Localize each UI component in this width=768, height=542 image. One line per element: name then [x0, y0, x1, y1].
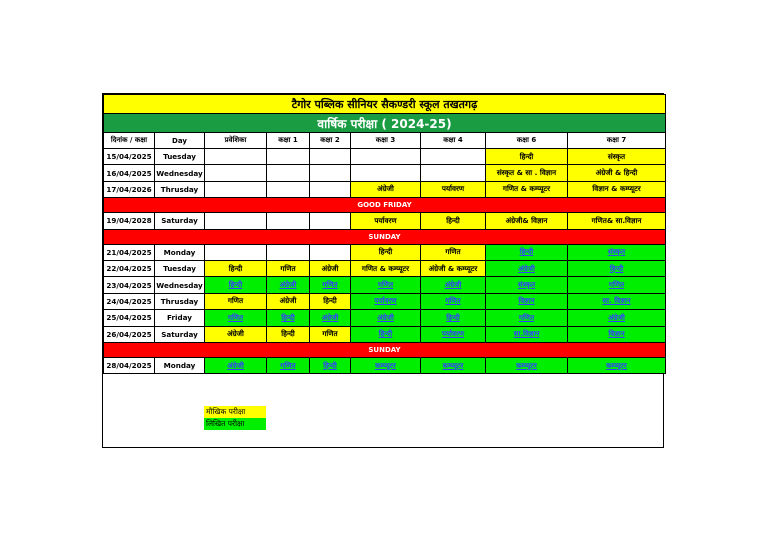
day-cell: Saturday — [155, 326, 205, 342]
subject-cell: अंग्रेजी — [267, 293, 310, 309]
subject-cell — [267, 181, 310, 197]
date-cell: 21/04/2025 — [104, 244, 155, 260]
table-row — [104, 277, 666, 293]
exam-title: वार्षिक परीक्षा ( 2024-25) — [104, 114, 666, 133]
subject-cell[interactable]: कम्प्यूटर — [486, 357, 568, 373]
subject-cell — [421, 149, 486, 165]
date-cell: 23/04/2025 — [104, 277, 155, 293]
subject-cell[interactable]: पर्यावरण — [421, 326, 486, 342]
column-header: Day — [155, 133, 205, 149]
table-row — [104, 244, 666, 260]
column-header: कक्षा 4 — [421, 133, 486, 149]
subject-cell: हिन्दी — [205, 260, 267, 276]
timetable-body — [104, 149, 666, 374]
day-cell: Monday — [155, 357, 205, 373]
subject-cell[interactable]: अंग्रेजी — [568, 310, 666, 326]
subject-cell[interactable]: गणित — [351, 277, 421, 293]
day-cell: Thrusday — [155, 293, 205, 309]
subject-cell — [351, 149, 421, 165]
subject-cell[interactable]: गणित — [421, 293, 486, 309]
subject-cell[interactable]: संस्कृत — [486, 277, 568, 293]
subject-cell — [351, 165, 421, 181]
holiday-row — [104, 229, 666, 244]
subject-cell[interactable]: गणित — [568, 277, 666, 293]
subject-cell[interactable]: हिन्दी — [205, 277, 267, 293]
subject-cell[interactable]: सा.विज्ञान — [486, 326, 568, 342]
subject-cell — [310, 165, 351, 181]
subject-cell: संस्कृत & सा . विज्ञान — [486, 165, 568, 181]
subject-cell[interactable]: विज्ञान — [568, 326, 666, 342]
subject-cell[interactable]: अंग्रेजी — [267, 277, 310, 293]
table-row — [104, 181, 666, 197]
table-row — [104, 310, 666, 326]
subject-cell: गणित — [310, 326, 351, 342]
subject-cell — [205, 244, 267, 260]
exam-timetable-sheet — [102, 93, 664, 448]
subject-cell[interactable]: पर्यावरण — [351, 293, 421, 309]
date-cell: 22/04/2025 — [104, 260, 155, 276]
subject-cell: हिन्दी — [267, 326, 310, 342]
day-cell: Tuesday — [155, 149, 205, 165]
subject-cell — [205, 213, 267, 229]
subject-cell: अंग्रेजी — [310, 260, 351, 276]
holiday-label: SUNDAY — [104, 229, 666, 244]
subject-cell: गणित — [267, 260, 310, 276]
subject-cell — [421, 165, 486, 181]
column-header: कक्षा 2 — [310, 133, 351, 149]
holiday-row — [104, 198, 666, 213]
holiday-row — [104, 342, 666, 357]
subject-cell — [267, 165, 310, 181]
holiday-label: GOOD FRIDAY — [104, 198, 666, 213]
subject-cell[interactable]: अंग्रेजी — [486, 260, 568, 276]
date-cell: 17/04/2026 — [104, 181, 155, 197]
day-cell: Friday — [155, 310, 205, 326]
subject-cell[interactable]: सा. विज्ञान — [568, 293, 666, 309]
subject-cell: पर्यावरण — [351, 213, 421, 229]
subject-cell — [267, 149, 310, 165]
column-header: दिनांक / कक्षा — [104, 133, 155, 149]
subject-cell: विज्ञान & कम्प्यूटर — [568, 181, 666, 197]
subject-cell[interactable]: हिन्दी — [267, 310, 310, 326]
subject-cell[interactable]: हिन्दी — [421, 310, 486, 326]
subject-cell — [310, 244, 351, 260]
subject-cell — [205, 165, 267, 181]
day-cell: Wednesday — [155, 277, 205, 293]
subject-cell[interactable]: कम्प्यूटर — [421, 357, 486, 373]
subject-cell: गणित& सा.विज्ञान — [568, 213, 666, 229]
date-cell: 19/04/2028 — [104, 213, 155, 229]
subject-cell[interactable]: कम्प्यूटर — [351, 357, 421, 373]
subject-cell: हिन्दी — [310, 293, 351, 309]
subject-cell[interactable]: गणित — [310, 277, 351, 293]
subject-cell: हिन्दी — [486, 149, 568, 165]
table-row — [104, 357, 666, 373]
legend-written-exam: लिखित परीक्षा — [204, 418, 266, 430]
subject-cell: हिन्दी — [421, 213, 486, 229]
day-cell: Monday — [155, 244, 205, 260]
day-cell: Saturday — [155, 213, 205, 229]
subject-cell: हिन्दी — [351, 244, 421, 260]
date-cell: 16/04/2025 — [104, 165, 155, 181]
subject-cell: अंग्रेजी & कम्प्यूटर — [421, 260, 486, 276]
column-header: कक्षा 6 — [486, 133, 568, 149]
subject-cell: पर्यावरण — [421, 181, 486, 197]
subject-cell[interactable]: हिन्दी — [568, 260, 666, 276]
day-cell: Thrusday — [155, 181, 205, 197]
timetable — [103, 94, 666, 374]
subject-cell[interactable]: अंग्रेजी — [205, 357, 267, 373]
day-cell: Tuesday — [155, 260, 205, 276]
legend — [204, 406, 266, 430]
column-header: कक्षा 7 — [568, 133, 666, 149]
day-cell: Wednesday — [155, 165, 205, 181]
legend-oral-exam: मौखिक परीक्षा — [204, 406, 266, 418]
subject-cell[interactable]: कम्प्यूटर — [568, 357, 666, 373]
subject-cell: गणित — [205, 293, 267, 309]
column-header: प्रवेशिका — [205, 133, 267, 149]
table-row — [104, 326, 666, 342]
subject-cell — [310, 181, 351, 197]
subject-cell: संस्कृत — [568, 149, 666, 165]
subject-cell[interactable]: गणित — [205, 310, 267, 326]
subject-cell[interactable]: हिन्दी — [351, 326, 421, 342]
subject-cell[interactable]: अंग्रेजी — [310, 310, 351, 326]
subject-cell: अंग्रेजी& विज्ञान — [486, 213, 568, 229]
column-header: कक्षा 1 — [267, 133, 310, 149]
subject-cell: गणित & कम्प्यूटर — [351, 260, 421, 276]
subject-cell[interactable]: अंग्रेजी — [421, 277, 486, 293]
date-cell: 28/04/2025 — [104, 357, 155, 373]
subject-cell — [310, 149, 351, 165]
subject-cell: अंग्रेजी — [205, 326, 267, 342]
subject-cell[interactable]: अंग्रेजी — [351, 310, 421, 326]
subject-cell: गणित — [421, 244, 486, 260]
school-name: टैगोर पब्लिक सीनियर सैकण्डरी स्कूल तखतगढ़ — [104, 95, 666, 114]
table-row — [104, 165, 666, 181]
subject-cell[interactable]: संस्कृत — [568, 244, 666, 260]
table-row — [104, 149, 666, 165]
holiday-label: SUNDAY — [104, 342, 666, 357]
subject-cell[interactable]: हिन्दी — [486, 244, 568, 260]
subject-cell — [205, 181, 267, 197]
subject-cell[interactable]: हिन्दी — [310, 357, 351, 373]
date-cell: 26/04/2025 — [104, 326, 155, 342]
column-header: कक्षा 3 — [351, 133, 421, 149]
subject-cell: अंग्रेजी & हिन्दी — [568, 165, 666, 181]
subject-cell[interactable]: विज्ञान — [486, 293, 568, 309]
subject-cell: अंग्रेजी — [351, 181, 421, 197]
table-row — [104, 213, 666, 229]
subject-cell — [267, 244, 310, 260]
subject-cell: गणित & कम्प्यूटर — [486, 181, 568, 197]
table-row — [104, 260, 666, 276]
header-row — [104, 133, 666, 149]
subject-cell — [267, 213, 310, 229]
subject-cell[interactable]: गणित — [486, 310, 568, 326]
subject-cell[interactable]: गणित — [267, 357, 310, 373]
date-cell: 24/04/2025 — [104, 293, 155, 309]
date-cell: 25/04/2025 — [104, 310, 155, 326]
date-cell: 15/04/2025 — [104, 149, 155, 165]
subject-cell — [205, 149, 267, 165]
table-row — [104, 293, 666, 309]
subject-cell — [310, 213, 351, 229]
